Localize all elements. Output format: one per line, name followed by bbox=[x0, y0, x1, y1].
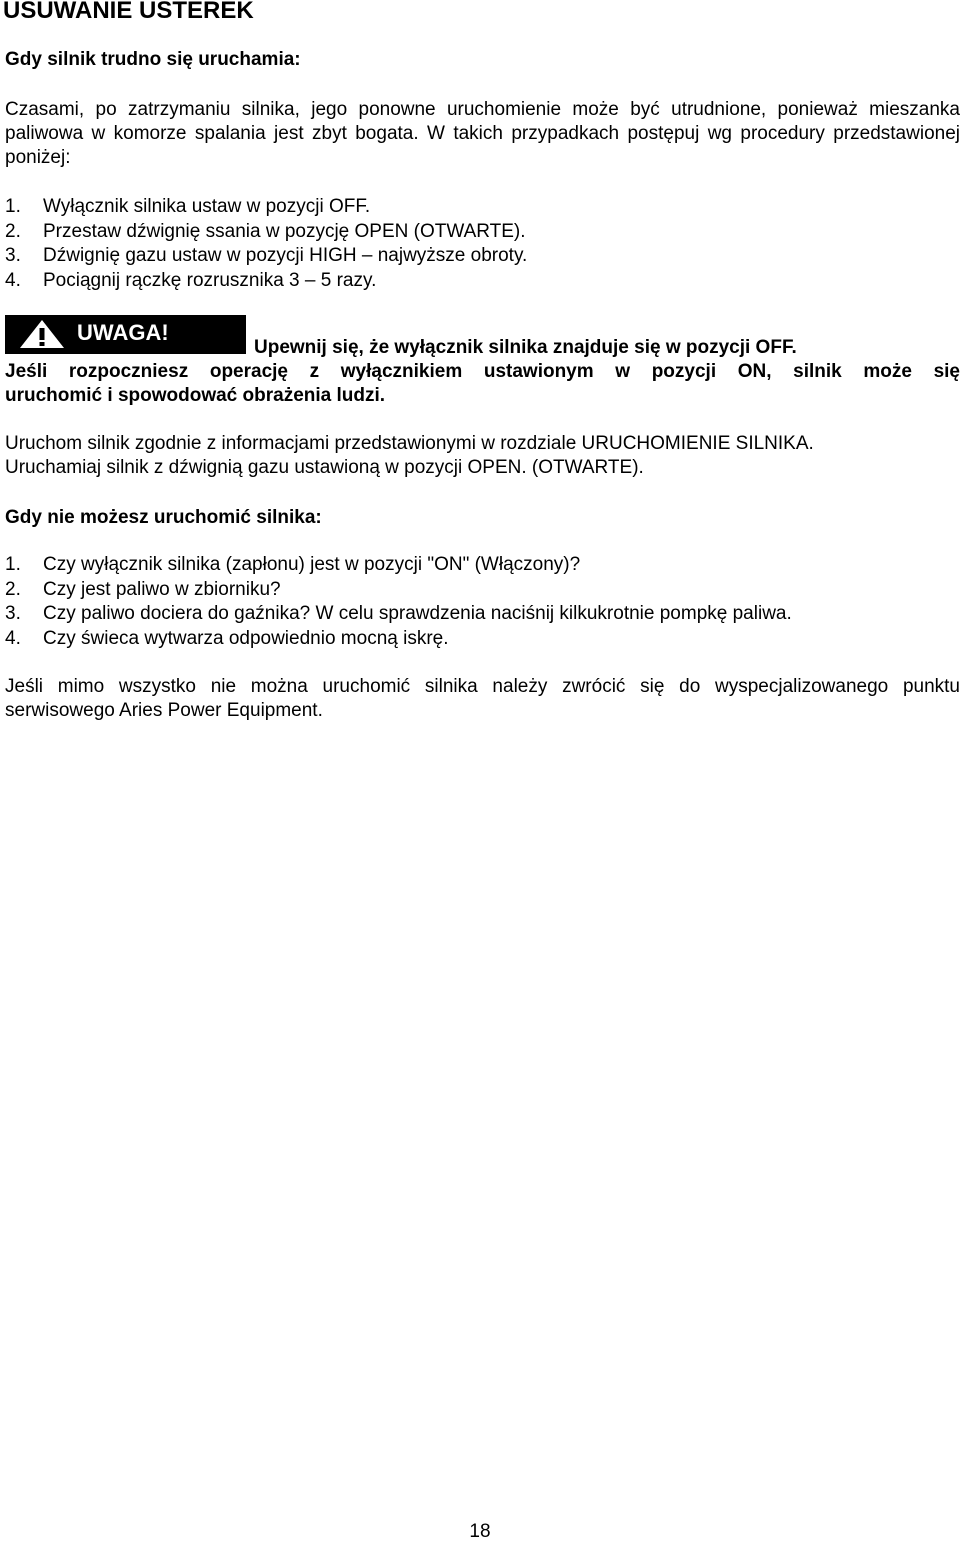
list-item: 3. Czy paliwo dociera do gaźnika? W celu sprawdzenia naciśnij kilkukrotnie pompkę paliwa. bbox=[5, 603, 792, 624]
list-item: 1. Wyłącznik silnika ustaw w pozycji OFF. bbox=[5, 196, 371, 217]
list-item: 3. Dźwignię gazu ustaw w pozycji HIGH – najwyższe obroty. bbox=[5, 245, 528, 266]
page-number: 18 bbox=[469, 1521, 491, 1542]
warning-text-line1: Upewnij się, że wyłącznik silnika znajduje się w pozycji OFF. bbox=[254, 337, 797, 358]
start-info-line1: Uruchom silnik zgodnie z informacjami przedstawionymi w rozdziale URUCHOMIENIE SILNIKA. bbox=[5, 433, 814, 454]
warning-text-line2: Jeśli rozpoczniesz operację z wyłącznikiem ustawionym w pozycji ON, silnik może się bbox=[5, 361, 960, 382]
warning-badge bbox=[5, 315, 246, 354]
page-title: USUWANIE USTEREK bbox=[3, 0, 254, 24]
section-heading-hard-start: Gdy silnik trudno się uruchamia: bbox=[5, 49, 301, 70]
section-heading-no-start: Gdy nie możesz uruchomić silnika: bbox=[5, 507, 322, 528]
list-item: 2. Czy jest paliwo w zbiorniku? bbox=[5, 578, 281, 600]
warning-text-line3: uruchomić i spowodować obrażenia ludzi. bbox=[5, 385, 386, 406]
intro-paragraph: Czasami, po zatrzymaniu silnika, jego ponowne uruchomienie może być utrudnione, ponieważ mieszanka paliwowa w komorze spalania jest zbyt bogata. W takich przypadkach postępuj wg procedury przedstawionej poniżej: bbox=[5, 99, 960, 168]
list-item: 1. Czy wyłącznik silnika (zapłonu) jest w pozycji "ON" (Włączony)? bbox=[5, 554, 581, 575]
closing-paragraph: Jeśli mimo wszystko nie można uruchomić silnika należy zwrócić się do wyspecjalizowanego punktu serwisowego Aries Power Equipment. bbox=[5, 676, 960, 721]
list-item: 4. Pociągnij rączkę rozrusznika 3 – 5 razy. bbox=[5, 269, 377, 291]
checks-list bbox=[5, 553, 792, 651]
warning-triangle-icon bbox=[19, 319, 65, 349]
warning-badge-label: UWAGA! bbox=[77, 320, 169, 345]
list-item: 4. Czy świeca wytwarza odpowiednio mocną iskrę. bbox=[5, 627, 449, 649]
procedure-steps-list bbox=[5, 195, 527, 293]
list-item: 2. Przestaw dźwignię ssania w pozycję OPEN (OTWARTE). bbox=[5, 220, 526, 242]
start-info-line2: Uruchamiaj silnik z dźwignią gazu ustawioną w pozycji OPEN. (OTWARTE). bbox=[5, 457, 644, 478]
